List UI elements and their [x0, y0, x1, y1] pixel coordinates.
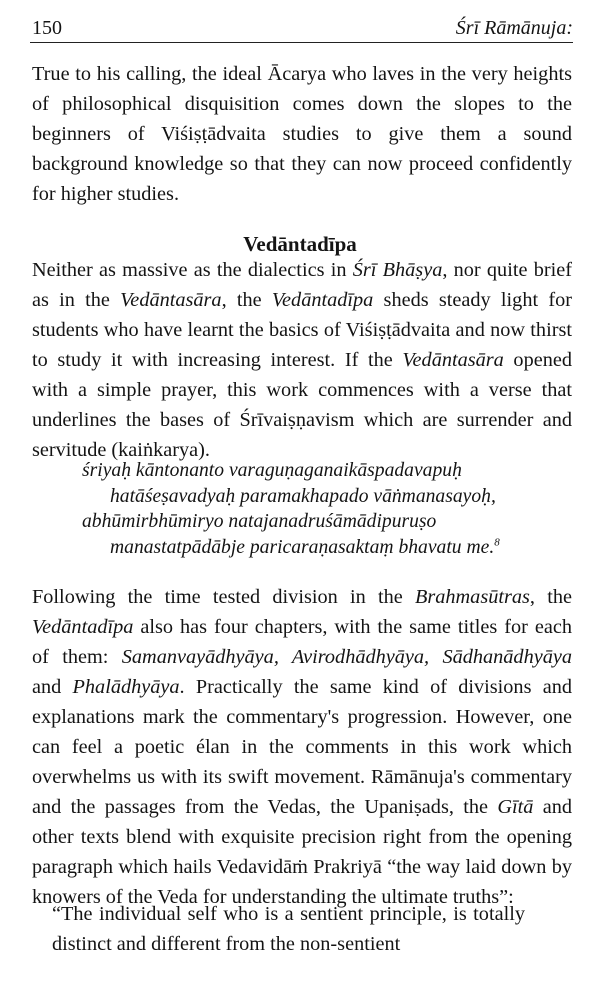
verse-line-3: abhūmirbhūmiryo natajanadruśāmādipuruṣo [82, 511, 437, 532]
verse-line-4: manastatpādābje paricaraṇasaktaṃ bhavatu me.$^8$ [110, 535, 500, 558]
sanskrit-verse [82, 458, 582, 560]
footnote-marker: 8 [494, 535, 500, 548]
running-title: Śrī Rāmānuja: [455, 17, 573, 39]
paragraph-chapters: Following the time tested division in the Brahmasūtras, the Vedāntadīpa also has four chapters, with the same titles for each of them: Samanvayādhyāya, Avirodhādhyāya, Sādhanādhyāya and Phalādhyāya. Practically the same kind of divisions and explanations mark the commentary's progression. However, one can feel a poetic élan in the comments in this work which overwhelms us with its swift movement. Rāmānuja's commentary and the passages from the Vedas, the Upaniṣads, the Gītā and other texts blend with exquisite precision right from the opening paragraph which hails Vedavidāṁ Prakriyā “the way laid down by knowers of the Veda for understanding the ultimate truths”: [32, 586, 572, 908]
paragraph-intro: True to his calling, the ideal Ācarya who laves in the very heights of philosophical disquisition comes down the slopes to the beginners of Viśiṣṭādvaita studies to give them a sound background knowledge so that they can now proceed confidently for higher studies. [32, 63, 572, 205]
verse-line-1: śriyaḥ kāntonanto varaguṇaganaikāspadavapuḥ [82, 460, 462, 481]
running-header [30, 14, 573, 43]
section-heading: Vedāntadīpa [243, 232, 357, 256]
block-quote: “The individual self who is a sentient principle, is totally distinct and different from the non-sentient [52, 903, 525, 955]
paragraph-vedantadipa: Neither as massive as the dialectics in Śrī Bhāṣya, nor quite brief as in the Vedāntasāra, the Vedāntadīpa sheds steady light for students who have learnt the basics of Viśiṣṭādvaita and now thirst to study it with increasing interest. If the Vedāntasāra opened with a simple prayer, this work commences with a verse that underlines the bases of Śrīvaiṣṇavism which are surrender and servitude (kaiṅkarya). [32, 259, 572, 461]
verse-line-2: hatāśeṣavadyaḥ paramakhapado vāṅmanasayoḥ, [110, 485, 496, 507]
page-number: 150 [32, 17, 62, 39]
